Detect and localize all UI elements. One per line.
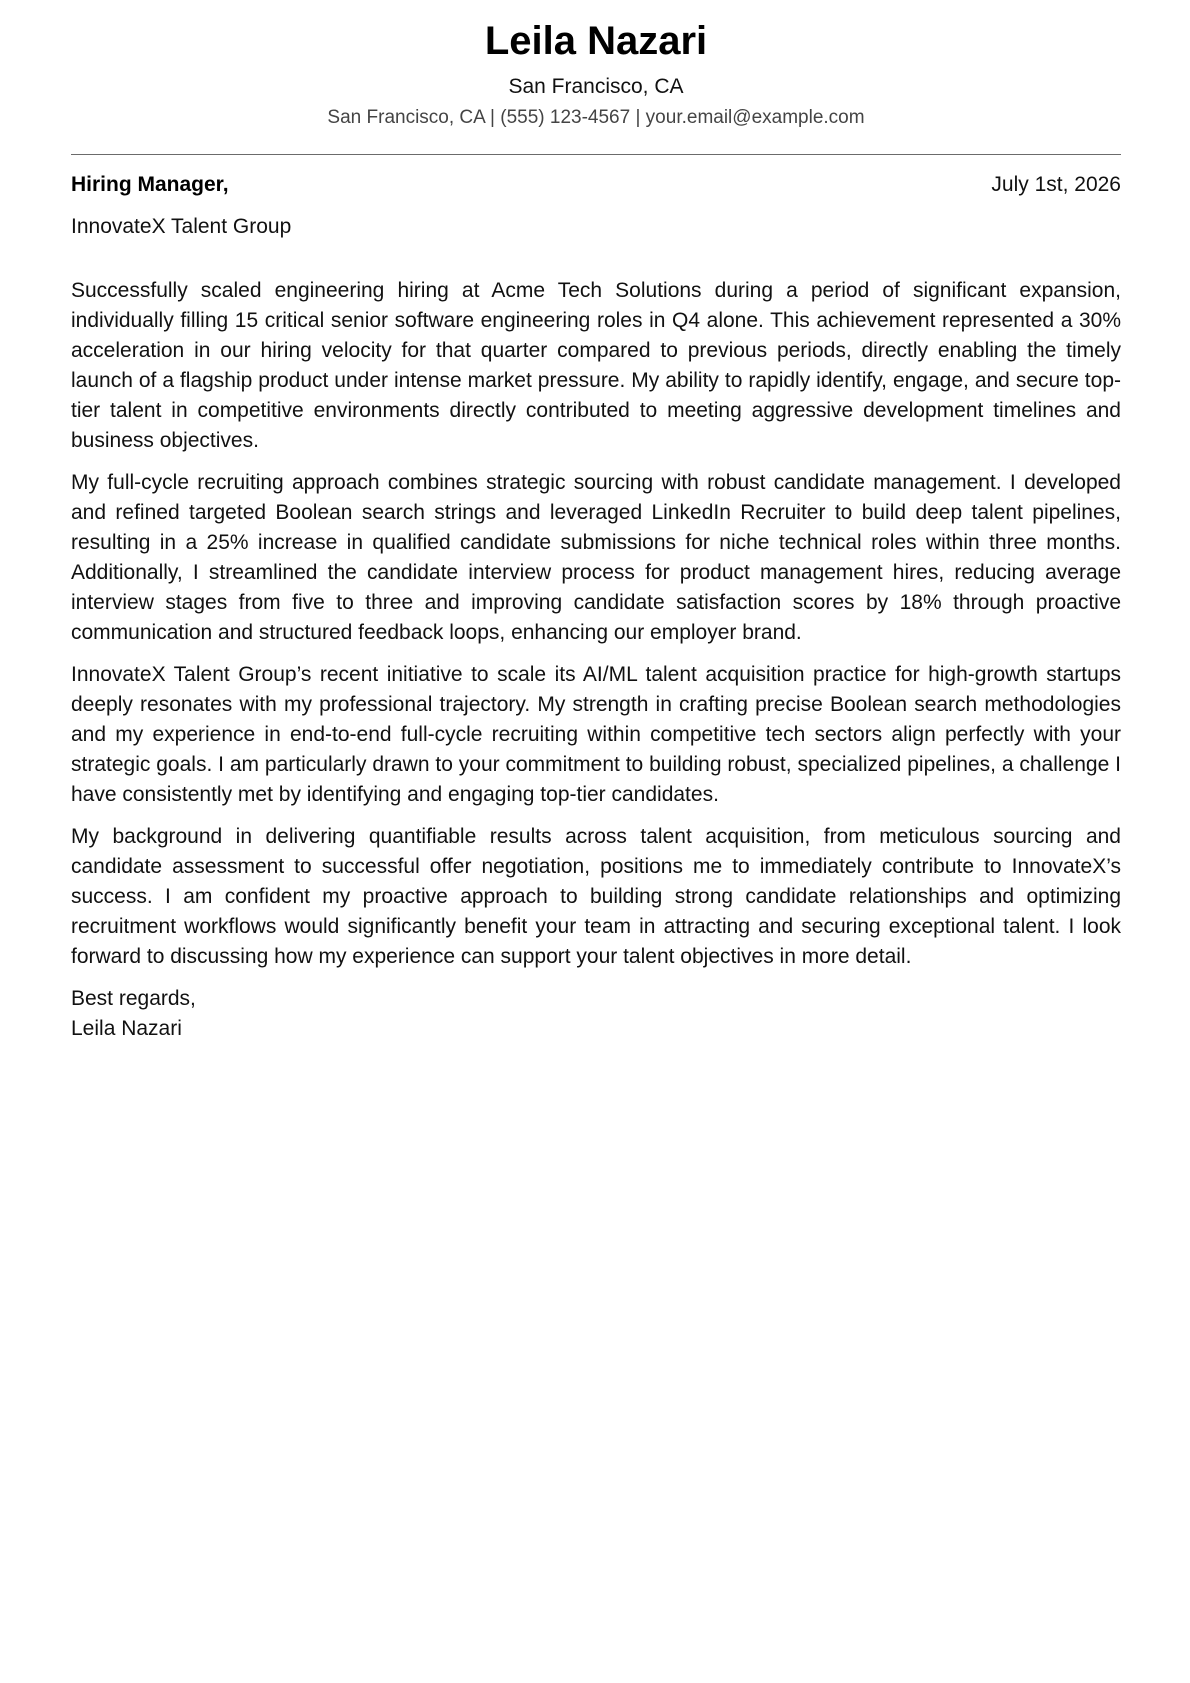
body-paragraph-1: Successfully scaled engineering hiring at Acme Tech Solutions during a period of significant expansion, individually filling 15 critical senior software engineering roles in Q4 alone. This achievement represented a 30% acceleration in our hiring velocity for that quarter compared to previous periods, directly enabling the timely launch of a flagship product under intense market pressure. My ability to rapidly identify, engage, and secure top-tier talent in competitive environments directly contributed to meeting aggressive development timelines and business objectives.: [71, 279, 1121, 452]
applicant-location: San Francisco, CA: [508, 75, 684, 98]
cover-letter-page: [71, 0, 1121, 1044]
letter-body: [71, 276, 1121, 972]
body-paragraph-4: My background in delivering quantifiable results across talent acquisition, from meticulous sourcing and candidate assessment to successful offer negotiation, positions me to immediately contribute to InnovateX’s success. I am confident my proactive approach to building strong candidate relationships and optimizing recruitment workflows would significantly benefit your team in attracting and securing exceptional talent. I look forward to discussing how my experience can support your talent objectives in more detail.: [71, 825, 1121, 968]
recipient-date-row: [71, 172, 1121, 198]
header-divider: [71, 154, 1121, 155]
applicant-contact-line: San Francisco, CA | (555) 123-4567 | your.email@example.com: [327, 107, 865, 128]
letter-header: [71, 0, 1121, 130]
letter-closing: [71, 984, 1121, 1044]
body-paragraph-2: My full-cycle recruiting approach combines strategic sourcing with robust candidate management. I developed and refined targeted Boolean search strings and leveraged LinkedIn Recruiter to build deep talent pipelines, resulting in a 25% increase in qualified candidate submissions for niche technical roles within three months. Additionally, I streamlined the candidate interview process for product management hires, reducing average interview stages from five to three and improving candidate satisfaction scores by 18% through proactive communication and structured feedback loops, enhancing our employer brand.: [71, 471, 1121, 644]
applicant-name: Leila Nazari: [484, 19, 708, 63]
signature-name: Leila Nazari: [71, 1017, 182, 1040]
recipient-company: InnovateX Talent Group: [71, 215, 292, 238]
closing-salutation: Best regards,: [71, 987, 196, 1010]
body-paragraph-3: InnovateX Talent Group’s recent initiative to scale its AI/ML talent acquisition practice for high-growth startups deeply resonates with my professional trajectory. My strength in crafting precise Boolean search methodologies and my experience in end-to-end full-cycle recruiting within competitive tech sectors align perfectly with your strategic goals. I am particularly drawn to your commitment to building robust, specialized pipelines, a challenge I have consistently met by identifying and engaging top-tier candidates.: [71, 663, 1121, 806]
letter-date: July 1st, 2026: [991, 173, 1121, 196]
recipient-title: Hiring Manager,: [71, 173, 229, 196]
